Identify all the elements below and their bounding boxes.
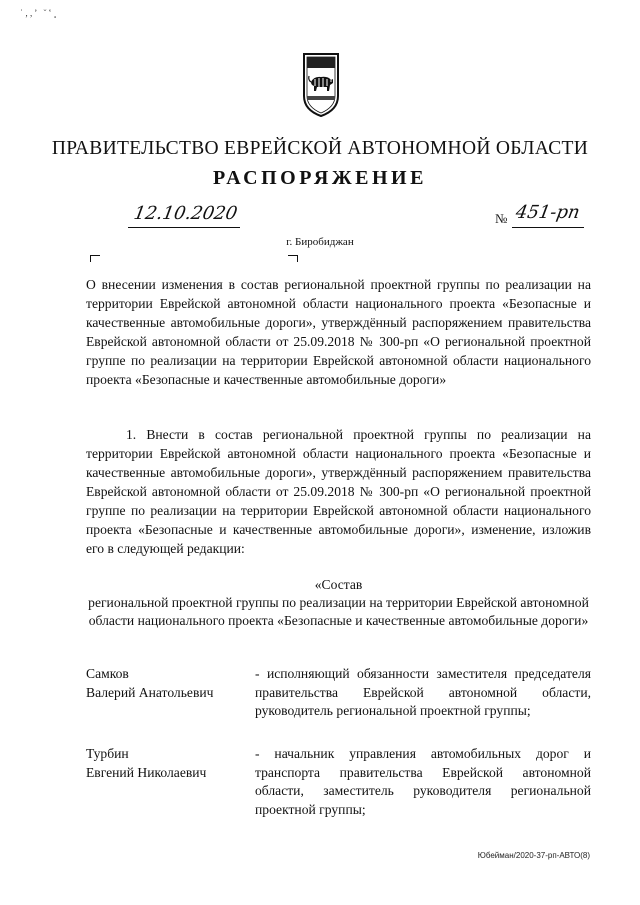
document-number-handwritten: 451-рп (514, 202, 582, 223)
member-role: - исполняющий обязанности заместителя председателя правительства Еврейской автономной области, руководитель региональной проектной группы; (255, 666, 591, 718)
member-surname: Самков (86, 666, 129, 681)
document-date-handwritten: 12.10.2020 (132, 203, 239, 224)
document-number-line (512, 202, 584, 228)
government-title: ПРАВИТЕЛЬСТВО ЕВРЕЙСКОЙ АВТОНОМНОЙ ОБЛАСТИ (51, 138, 589, 159)
number-sign: № (495, 211, 508, 226)
member-given-names: Валерий Анатольевич (86, 684, 214, 700)
member-role: - начальник управления автомобильных дорог и транспорта правительства Еврейской автономной области, заместитель руководителя региональной проектной группы; (255, 746, 591, 817)
document-date-field (128, 205, 240, 228)
member-name (86, 665, 251, 702)
member-surname: Турбин (86, 746, 129, 761)
document-number-field (495, 202, 587, 227)
paragraph-1: 1. Внести в состав региональной проектной группы по реализации на территории Еврейской автономной области национального проекта «Безопасные и качественные автомобильные дороги», утверждённый распоряжением правительства Еврейской автономной области от 25.09.2018 № 300-рп «О региональной проектной группе по реализации на территории Еврейской автономной области национального проекта «Безопасные и качественные автомобильные дороги», изменение, изложив его в следующей редакции: (86, 427, 591, 556)
coat-of-arms-emblem (302, 52, 340, 118)
member-name (86, 745, 251, 782)
member-given-names: Евгений Николаевич (86, 764, 207, 780)
composition-heading: «Состав (314, 577, 363, 592)
corner-bracket-left (90, 255, 100, 262)
scan-artifact-marks: ˙‚,ʼ ˘‛¸ (20, 8, 59, 18)
footer-document-code: Юбейман/2020-37-рп-АВТО(8) (477, 851, 590, 860)
document-city: г. Биробиджан (286, 236, 354, 248)
document-type-heading: РАСПОРЯЖЕНИЕ (213, 167, 427, 189)
composition-subheading: региональной проектной группы по реализации на территории Еврейской автономной области национального проекта «Безопасные и качественные автомобильные дороги» (88, 595, 589, 628)
composition-heading-block (86, 576, 591, 630)
corner-bracket-right (288, 255, 298, 262)
document-subject: О внесении изменения в состав региональной проектной группы по реализации на территории Еврейской автономной области национального проекта «Безопасные и качественные автомобильные дороги», утверждённый распоряжением правительства Еврейской автономной области от 25.09.2018 № 300-рп «О региональной проектной группе по реализации на территории Еврейской автономной области национального проекта «Безопасные и качественные автомобильные дороги» (86, 277, 591, 387)
